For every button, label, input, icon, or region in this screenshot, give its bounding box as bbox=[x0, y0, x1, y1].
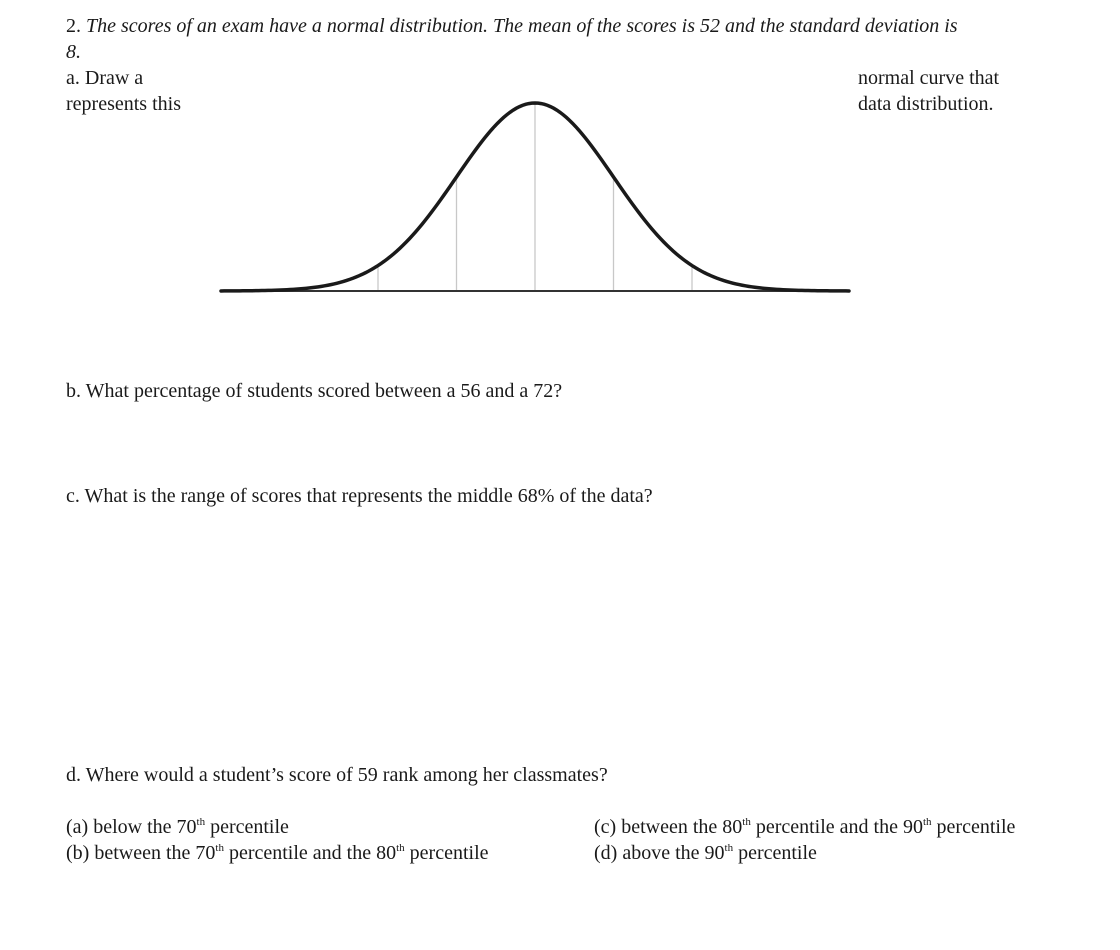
part-d-question: d. Where would a student’s score of 59 rank among her classmates? bbox=[66, 764, 608, 786]
part-b-question: b. What percentage of students scored between a 56 and a 72? bbox=[66, 380, 563, 402]
normal-curve-figure bbox=[215, 92, 855, 307]
option-b-text-end: percentile bbox=[404, 842, 489, 864]
option-a bbox=[66, 814, 289, 840]
part-a-left-line2: represents this bbox=[66, 93, 181, 115]
question-stem-text: The scores of an exam have a normal distribution. The mean of the scores is 52 and the standard deviation is bbox=[86, 15, 958, 37]
question-stem-line2: 8. bbox=[66, 41, 81, 63]
question-number: 2. bbox=[66, 15, 81, 37]
option-b-sup: th bbox=[215, 842, 224, 854]
option-b-text-mid: percentile and the 80 bbox=[223, 842, 397, 864]
option-a-sup: th bbox=[196, 816, 206, 828]
option-c-sup2: th bbox=[922, 816, 932, 828]
option-c-text-mid: percentile and the 90 bbox=[750, 816, 923, 838]
option-d bbox=[594, 840, 817, 866]
option-c-text-end: percentile bbox=[931, 816, 1016, 838]
normal-curve-svg bbox=[215, 92, 855, 307]
option-d-text-end: percentile bbox=[733, 842, 817, 864]
question-stem-line1 bbox=[66, 13, 958, 39]
part-c-question: c. What is the range of scores that represents the middle 68% of the data? bbox=[66, 485, 653, 507]
part-a-right-line2: data distribution. bbox=[858, 93, 994, 115]
option-c-text: (c) between the 80 bbox=[594, 816, 743, 838]
option-b bbox=[66, 840, 489, 866]
part-a-left-line1: a. Draw a bbox=[66, 67, 144, 89]
option-b-text: (b) between the 70 bbox=[66, 842, 216, 864]
option-d-text: (d) above the 90 bbox=[594, 842, 725, 864]
part-a-right-line1: normal curve that bbox=[858, 67, 1000, 89]
option-b-sup2: th bbox=[396, 842, 405, 854]
option-a-text-end: percentile bbox=[205, 816, 289, 838]
option-a-text: (a) below the 70 bbox=[66, 816, 197, 838]
option-c bbox=[594, 814, 1015, 840]
option-c-sup: th bbox=[742, 816, 751, 828]
option-d-sup: th bbox=[724, 842, 734, 854]
